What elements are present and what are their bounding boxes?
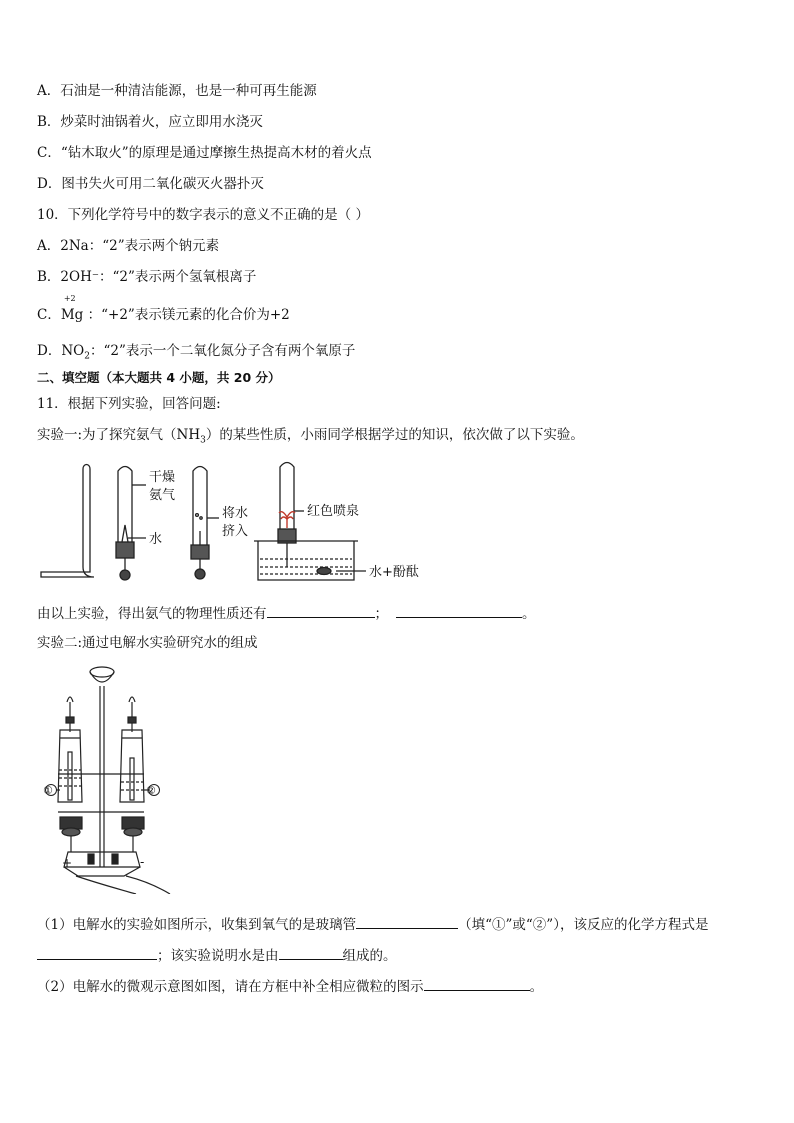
conclusion-prefix: 由以上实验，得出氨气的物理性质还有 [37, 606, 267, 622]
nh3-sub: 3 [200, 435, 206, 446]
p1-d: 组成的。 [342, 948, 397, 964]
p2-end: 。 [529, 979, 544, 995]
option-a-q10: A．2Na：“2”表示两个钠元素 [37, 238, 220, 254]
label-ammonia: 氨气 [149, 488, 176, 503]
conclusion-end: 。 [522, 606, 536, 622]
exp1-prefix: 实验一:为了探究氨气（NH [37, 427, 201, 443]
option-b-q10: B．2OH⁻：“2”表示两个氢氧根离子 [37, 269, 257, 285]
exp1-suffix: ）的某些性质，小雨同学根据学过的知识，依次做了以下实验。 [205, 427, 584, 443]
answer-blank-composition[interactable] [279, 945, 343, 960]
answer-blank-particles[interactable] [424, 976, 530, 991]
question-11-stem: 11．根据下列实验，回答问题: [37, 396, 221, 412]
option-d-text: ：“2”表示一个二氧化氮分子含有两个氧原子 [89, 343, 356, 359]
no2-sub: 2 [84, 351, 90, 362]
option-b-q9: B．炒菜时油锅着火，应立即用水浇灭 [37, 114, 263, 130]
answer-blank-1[interactable] [267, 603, 375, 618]
p1-c: ；该实验说明水是由 [157, 948, 279, 964]
option-c-q10 [37, 294, 290, 324]
option-d-prefix: D．NO [37, 343, 85, 359]
label-water-phenol: 水+酚酞 [369, 565, 419, 580]
conclusion-line [37, 603, 536, 623]
ammonia-experiment-figure [36, 455, 456, 585]
option-c-q9: C．“钻木取火”的原理是通过摩擦生热提高木材的着火点 [37, 145, 372, 161]
plus-label: + [62, 856, 73, 870]
minus-label: - [140, 855, 145, 869]
part-2-line [37, 976, 543, 996]
valence-symbol [60, 294, 84, 324]
option-c-text: ：“+2”表示镁元素的化合价为+2 [87, 307, 290, 323]
label-water: 水 [149, 532, 163, 547]
p2-a: （2）电解水的微观示意图如图，请在方框中补全相应微粒的图示 [37, 979, 424, 995]
label-dry: 干燥 [149, 470, 176, 485]
tube-2-label: ② [146, 784, 156, 797]
valence-sup: +2 [63, 294, 76, 303]
part-1-line-1 [37, 914, 708, 934]
p1-a: （1）电解水的实验如图所示，收集到氧气的是玻璃管 [37, 917, 357, 933]
option-d-q9: D．图书失火可用二氧化碳灭火器扑灭 [37, 176, 264, 192]
answer-blank-tube[interactable] [356, 914, 458, 929]
mg-symbol: Mg [60, 307, 84, 323]
electrolysis-figure [40, 662, 180, 894]
experiment-2-text: 实验二:通过电解水实验研究水的组成 [37, 635, 258, 651]
option-a-q9: A．石油是一种清洁能源，也是一种可再生能源 [37, 83, 317, 99]
tube-1-label: ① [43, 784, 53, 797]
label-fountain: 红色喷泉 [307, 504, 360, 519]
answer-blank-equation[interactable] [37, 945, 157, 960]
question-10-stem: 10．下列化学符号中的数字表示的意义不正确的是（ ） [37, 207, 369, 223]
label-squeeze-1: 将水 [222, 506, 249, 521]
option-c-prefix: C． [37, 307, 61, 323]
conclusion-sep: ； [374, 606, 388, 622]
answer-blank-2[interactable] [396, 603, 522, 618]
label-squeeze-2: 挤入 [222, 524, 249, 539]
section-heading: 二、填空题（本大题共 4 小题，共 20 分） [37, 370, 281, 385]
experiment-1-text [37, 426, 584, 450]
p1-b: （填“①”或“②”），该反应的化学方程式是 [458, 917, 709, 933]
option-d-q10 [37, 342, 355, 366]
part-1-line-2 [37, 945, 397, 965]
